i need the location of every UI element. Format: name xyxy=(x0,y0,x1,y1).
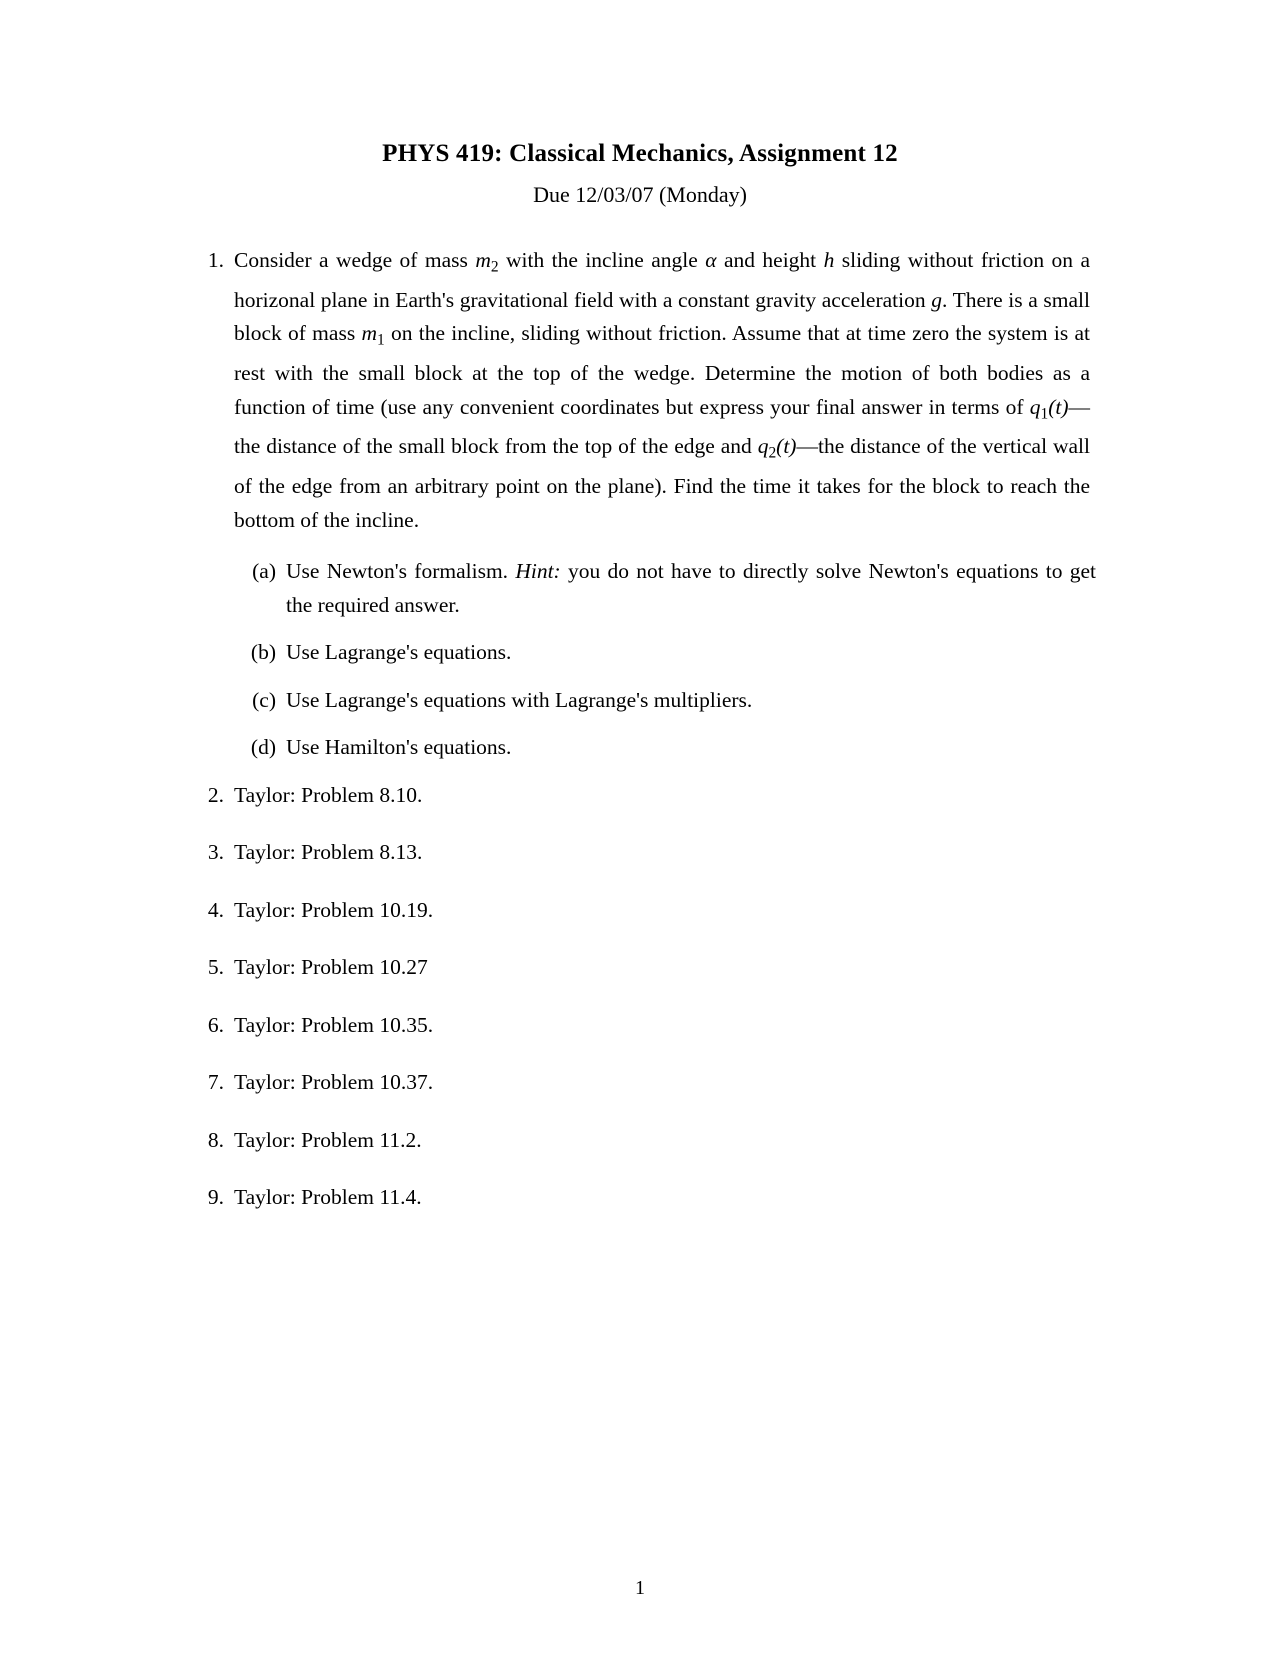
subpart-text: Use Lagrange's equations. xyxy=(286,640,512,665)
subpart-text: Use Lagrange's equations with Lagrange's multipliers. xyxy=(286,687,753,712)
problem-number: 5. xyxy=(207,955,224,980)
problem-1-text-4: sliding without friction on a horizonal plane in Earth's gravitational field with a constant gravity acceleration xyxy=(234,248,1090,312)
problem-number: 6. xyxy=(207,1012,224,1037)
problem-1-text-5: . There is a small block of mass xyxy=(234,287,1090,346)
page-title: PHYS 419: Classical Mechanics, Assignment 12 xyxy=(382,140,898,167)
problem-item-2 xyxy=(190,779,1090,813)
problem-number: 1. xyxy=(207,248,224,272)
problem-number: 8. xyxy=(207,1127,224,1152)
problem-1-text-8: —the distance of the vertical wall of the edge from an arbitrary point on the plane). Find the time it takes for the block to reach the bottom of the incline. xyxy=(234,434,1090,532)
subpart-number: (b) xyxy=(250,640,276,665)
problem-text: Taylor: Problem 8.10. xyxy=(234,782,423,807)
symbol-m2: $m_2$ xyxy=(475,248,499,276)
problem-number: 2. xyxy=(207,782,224,807)
problem-number: 4. xyxy=(207,897,224,922)
problem-item-6 xyxy=(190,1009,1090,1043)
subpart-number: (d) xyxy=(250,735,276,760)
problem-text: Taylor: Problem 11.2. xyxy=(234,1127,422,1152)
problem-text: Taylor: Problem 8.13. xyxy=(234,840,423,865)
problem-item-8 xyxy=(190,1124,1090,1158)
problem-item-3 xyxy=(190,836,1090,870)
problem-item-9 xyxy=(190,1181,1090,1215)
symbol-h: h xyxy=(823,248,835,272)
subpart-text: Use Hamilton's equations. xyxy=(286,735,512,760)
problem-number: 9. xyxy=(207,1185,224,1210)
due-date-subtitle: Due 12/03/07 (Monday) xyxy=(533,182,747,207)
page-number: 1 xyxy=(635,1577,645,1599)
problem-text: Taylor: Problem 10.35. xyxy=(234,1012,434,1037)
problem-text xyxy=(234,244,1090,537)
symbol-q2-of-t: $q_2(t)$ xyxy=(757,434,797,462)
subpart-number: (c) xyxy=(252,687,276,712)
problem-1-text-7: —the distance of the small block from the top of the edge and xyxy=(234,394,1090,459)
problem-list xyxy=(190,244,1097,1215)
problem-list-container xyxy=(190,244,1097,1215)
problem-list-remaining xyxy=(190,779,1090,1215)
problem-text: Taylor: Problem 10.19. xyxy=(234,897,434,922)
subpart-text xyxy=(286,555,1096,622)
subpart-a-text-before: Use Newton's formalism. xyxy=(286,559,516,584)
problem-item-7 xyxy=(190,1066,1090,1100)
problem-number: 3. xyxy=(207,840,224,865)
problem-item-5 xyxy=(190,951,1090,985)
subpart-item-a xyxy=(228,555,1096,622)
symbol-m1: $m_1$ xyxy=(361,321,385,349)
problem-text: Taylor: Problem 10.37. xyxy=(234,1070,434,1095)
subpart-number: (a) xyxy=(252,559,276,584)
problem-text: Taylor: Problem 11.4. xyxy=(234,1185,422,1210)
problem-1-text-3: and height xyxy=(716,248,824,272)
subpart-item-b xyxy=(228,636,1096,670)
problem-1-subparts xyxy=(228,555,1096,765)
hint-label: Hint: xyxy=(515,559,561,584)
subpart-item-d xyxy=(228,731,1096,765)
symbol-alpha: α xyxy=(705,248,717,272)
symbol-q1-of-t: $q_1(t)$ xyxy=(1029,394,1069,422)
problem-1-text-1: Consider a wedge of mass xyxy=(234,248,476,272)
problem-text: Taylor: Problem 10.27 xyxy=(234,955,428,980)
subpart-item-c xyxy=(228,684,1096,718)
problem-item-1 xyxy=(190,244,1090,537)
problem-1-text-6: on the incline, sliding without friction. Assume that at time zero the system is at rest with the small block at the top of the wedge. Determine the motion of both bodies as a function of time (use any convenient coordinates but express your final answer in terms of xyxy=(234,321,1090,419)
problem-1-text-2: with the incline angle xyxy=(498,248,706,272)
symbol-g: g xyxy=(931,287,942,312)
problem-number: 7. xyxy=(207,1070,224,1095)
subpart-a-text-after: you do not have to directly solve Newton's equations to get the required answer. xyxy=(286,559,1097,617)
problem-item-4 xyxy=(190,894,1090,928)
